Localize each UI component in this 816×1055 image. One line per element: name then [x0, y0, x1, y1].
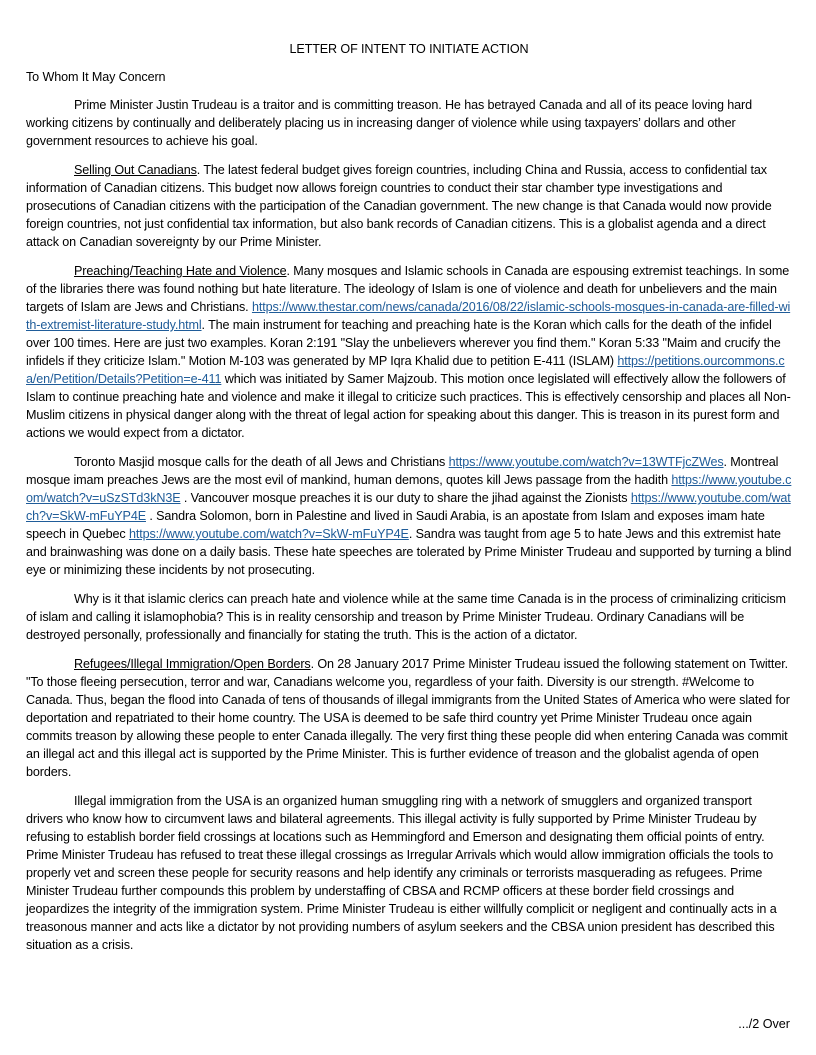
page-continuation: .../2 Over — [738, 1017, 790, 1031]
link-youtube-quebec[interactable]: https://www.youtube.com/watch?v=SkW-mFuYP4E — [128, 527, 409, 541]
link-youtube-montreal[interactable]: https://www.youtube.com/watch?v=uSzSTd3kN3E — [26, 473, 792, 505]
salutation: To Whom It May Concern — [26, 70, 166, 84]
link-thestar[interactable]: https://www.thestar.com/news/canada/2016/08/22/islamic-schools-mosques-in-canada-are-filled-with-extremist-literature-study.html — [26, 300, 791, 332]
paragraph-illegal-immigration: Illegal immigration from the USA is an organized human smuggling ring with a network of smugglers and organized transport drivers who know how to circumvent laws and bilateral agreements. This illegal activity is fully supported by Prime Minister Trudeau by refusing to establish border field crossings at locations such as Hemmingford and Emerson and designating them official points of entry. Prime Minister Trudeau has refused to treat these illegal crossings as Irregular Arrivals which would allow immigration officials the tools to properly vet and screen these people for security reasons and help identify any criminals or terrorists masquerading as refugees. Prime Minister Trudeau further compounds this problem by understaffing of CBSA and RCMP officers at these border field crossings and jeopardizes the integrity of the immigration system. Prime Minister Trudeau is either willfully complicit or negligent and continually acts in a treasonous manner and acts like a dictator by not providing numbers of asylum seekers and the CBSA union president has described this situation as a crisis. — [26, 794, 777, 952]
heading-preaching-hate: Preaching/Teaching Hate and Violence — [74, 264, 287, 278]
paragraph-text: . The latest federal budget gives foreign countries, including China and Russia, access to confidential tax information of Canadian citizens. This budget now allows foreign countries to conduct their star chamber type investigations and prosecutions of Canadian citizens with the participation of the Canadian government. The new change is that Canada would now provide foreign countries, not just confidential tax information, but also bank records of Canadian citizens. This is a globalist agenda and a direct attack on Canadian sovereignty by our Prime Minister. — [26, 163, 772, 249]
paragraph-islamophobia: Why is it that islamic clerics can preach hate and violence while at the same time Canada is in the process of criminalizing criticism of islam and calling it islamophobia? This is in reality censorship and treason by Prime Minister Trudeau. Ordinary Canadians will be destroyed personally, professionally and financially for stating the truth. This is the action of a dictator. — [26, 592, 786, 642]
paragraph-mosques — [26, 453, 792, 579]
paragraph-refugees — [26, 655, 792, 781]
letter-title: LETTER OF INTENT TO INITIATE ACTION — [289, 42, 529, 56]
paragraph-preaching-hate — [26, 262, 792, 442]
paragraph-text: . Montreal mosque imam preaches Jews are the most evil of mankind, human demons, quotes kill Jews passage from the hadith — [26, 455, 779, 487]
paragraph-text: . Sandra was taught from age 5 to hate Jews and this extremist hate and brainwashing was done on a daily basis. These hate speeches are tolerated by Prime Minister Trudeau and supported by turning a blind eye or minimizing these incidents by not prosecuting. — [26, 527, 792, 577]
link-youtube-toronto[interactable]: https://www.youtube.com/watch?v=13WTFjcZWes — [448, 455, 724, 469]
paragraph-text: . Sandra Solomon, born in Palestine and lived in Saudi Arabia, is an apostate from Islam and exposes imam hate speech in Quebec — [26, 509, 765, 541]
letter-body — [26, 40, 792, 965]
paragraph-text: Toronto Masjid mosque calls for the death of all Jews and Christians — [74, 455, 449, 469]
paragraph-text: . The main instrument for teaching and preaching hate is the Koran which calls for the death of the infidel over 100 times. Here are just two examples. Koran 2:191 "Slay the unbelievers wherever you find them." Koran 5:33 "Maim and crucify the infidels if they criticize Islam." Motion M-103 was generated by MP Iqra Khalid due to petition E-411 (ISLAM) — [26, 318, 781, 368]
heading-refugees: Refugees/Illegal Immigration/Open Borders — [74, 657, 311, 671]
paragraph-selling-out — [26, 161, 792, 251]
paragraph-intro: Prime Minister Justin Trudeau is a traitor and is committing treason. He has betrayed Canada and all of its peace loving hard working citizens by continually and deliberately placing us in increasing danger of violence while using taxpayers’ dollars and other government resources to achieve his goal. — [26, 98, 753, 148]
paragraph-text: which was initiated by Samer Majzoub. This motion once legislated will effectively allow the followers of Islam to continue preaching hate and violence and make it illegal to criticize such practices. This is effectively censorship and places all Non-Muslim citizens in physical danger along with the threat of legal action for speaking about this danger. This is treason in its purest form and actions we would expect from a dictator. — [26, 372, 791, 440]
paragraph-text: . On 28 January 2017 Prime Minister Trudeau issued the following statement on Twitter. "To those fleeing persecution, terror and war, Canadians welcome you, regardless of your faith. Diversity is our strength. #Welcome to Canada. Thus, began the flood into Canada of tens of thousands of illegal immigrants from the United States of America who were slated for deportation and repatriated to their home country. The USA is deemed to be safe third country yet Prime Minister Trudeau once again commits treason by allowing these people to enter Canada illegally. The very first thing these people did when entering Canada was commit an illegal act and this illegal act is supported by the Prime Minister. This is further evidence of treason and the globalist agenda of open borders. — [26, 657, 790, 779]
paragraph-text: . Vancouver mosque preaches it is our duty to share the jihad against the Zionists — [180, 491, 631, 505]
heading-selling-out: Selling Out Canadians — [74, 163, 197, 177]
link-youtube-vancouver[interactable]: https://www.youtube.com/watch?v=SkW-mFuYP4E — [26, 491, 791, 523]
link-petition[interactable]: https://petitions.ourcommons.ca/en/Petition/Details?Petition=e-411 — [26, 354, 785, 386]
paragraph-text: . Many mosques and Islamic schools in Canada are espousing extremist teachings. In some of the libraries there was found nothing but hate literature. The ideology of Islam is one of violence and death for unbelievers and the main targets of Islam are Jews and Christians. — [26, 264, 790, 314]
